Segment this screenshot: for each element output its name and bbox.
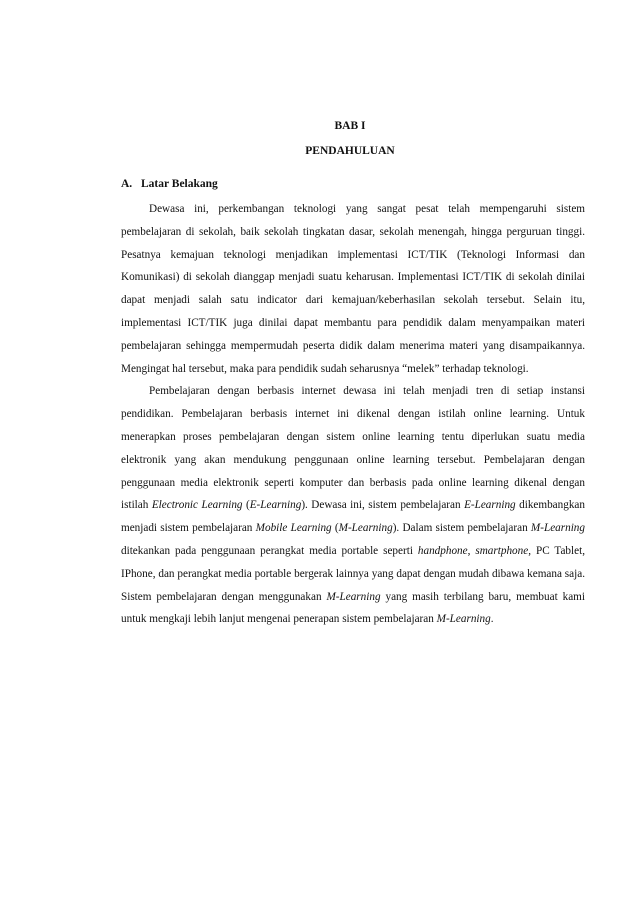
text-run: Dewasa ini, perkembangan teknologi yang sangat pesat telah mempengaruhi sistem pembelajaran di sekolah, baik sekolah tingkatan dasar, sekolah menengah, hingga perguruan tinggi. Pesatnya kemajuan teknologi menjadikan implementasi ICT/TIK (Teknologi Informasi dan Komunikasi) di sekolah dianggap menjadi suatu keharusan. Implementasi ICT/TIK di sekolah dinilai dapat menjadi salah satu indicator dari kemajuan/keberhasilan sekolah tersebut. Selain itu, implementasi ICT/TIK juga dinilai dapat membantu para pendidik dalam menyampaikan materi pembelajaran sehingga mempermudah peserta didik dalam menerima materi yang disampaikannya. Mengingat hal tersebut, maka para pendidik sudah seharusnya “melek” terhadap teknologi. (121, 203, 585, 375)
italic-term: smartphone (475, 544, 529, 557)
section-title: Latar Belakang (141, 178, 218, 190)
paragraph-1 (121, 198, 585, 380)
chapter-title: PENDAHULUAN (305, 145, 395, 157)
section-number: A. (121, 178, 133, 190)
text-run: dikembangkan menjadi sistem pembelajaran (121, 499, 585, 535)
text-run: ). Dalam sistem pembelajaran (392, 522, 531, 535)
text-run: ( (331, 522, 339, 535)
italic-term: Mobile Learning (255, 522, 332, 535)
text-run: ditekankan pada penggunaan perangkat media portable seperti (121, 544, 418, 557)
section-heading (121, 178, 218, 190)
text-run: yang masih terbilang baru, membuat kami untuk mengkaji lebih lanjut mengenai penerapan sistem pembelajaran (121, 590, 585, 626)
italic-term: Electronic Learning (151, 499, 243, 512)
italic-term: E-Learning (464, 499, 516, 512)
text-run: , (467, 544, 476, 557)
text-run: ). Dewasa ini, sistem pembelajaran (301, 499, 465, 512)
italic-term: E-Learning (249, 499, 302, 512)
italic-term: M-Learning (530, 522, 585, 535)
text-run: . (490, 613, 494, 626)
text-run: Pembelajaran dengan berbasis internet dewasa ini telah menjadi tren di setiap instansi pendidikan. Pembelajaran berbasis internet ini dikenal dengan istilah online learning. Untuk menerapkan proses pembelajaran dengan sistem online learning tentu diperlukan suatu media elektronik yang akan mendukung penggunaan online learning tersebut. Pembelajaran dengan penggunaan media elektronik seperti komputer dan berbasis pada online learning dikenal dengan istilah (121, 385, 585, 512)
chapter-number: BAB I (334, 120, 366, 132)
italic-term: M-Learning (326, 590, 381, 603)
text-run: ( (242, 499, 250, 512)
italic-term: M-Learning (436, 613, 491, 626)
italic-term: handphone (417, 544, 468, 557)
italic-term: M-Learning (338, 522, 393, 535)
paragraph-2 (121, 380, 585, 631)
text-run: , PC Tablet, IPhone, dan perangkat media portable bergerak lainnya yang dapat dengan mudah dibawa kemana saja. Sistem pembelajaran dengan menggunakan (121, 544, 586, 603)
body-text (121, 198, 585, 631)
